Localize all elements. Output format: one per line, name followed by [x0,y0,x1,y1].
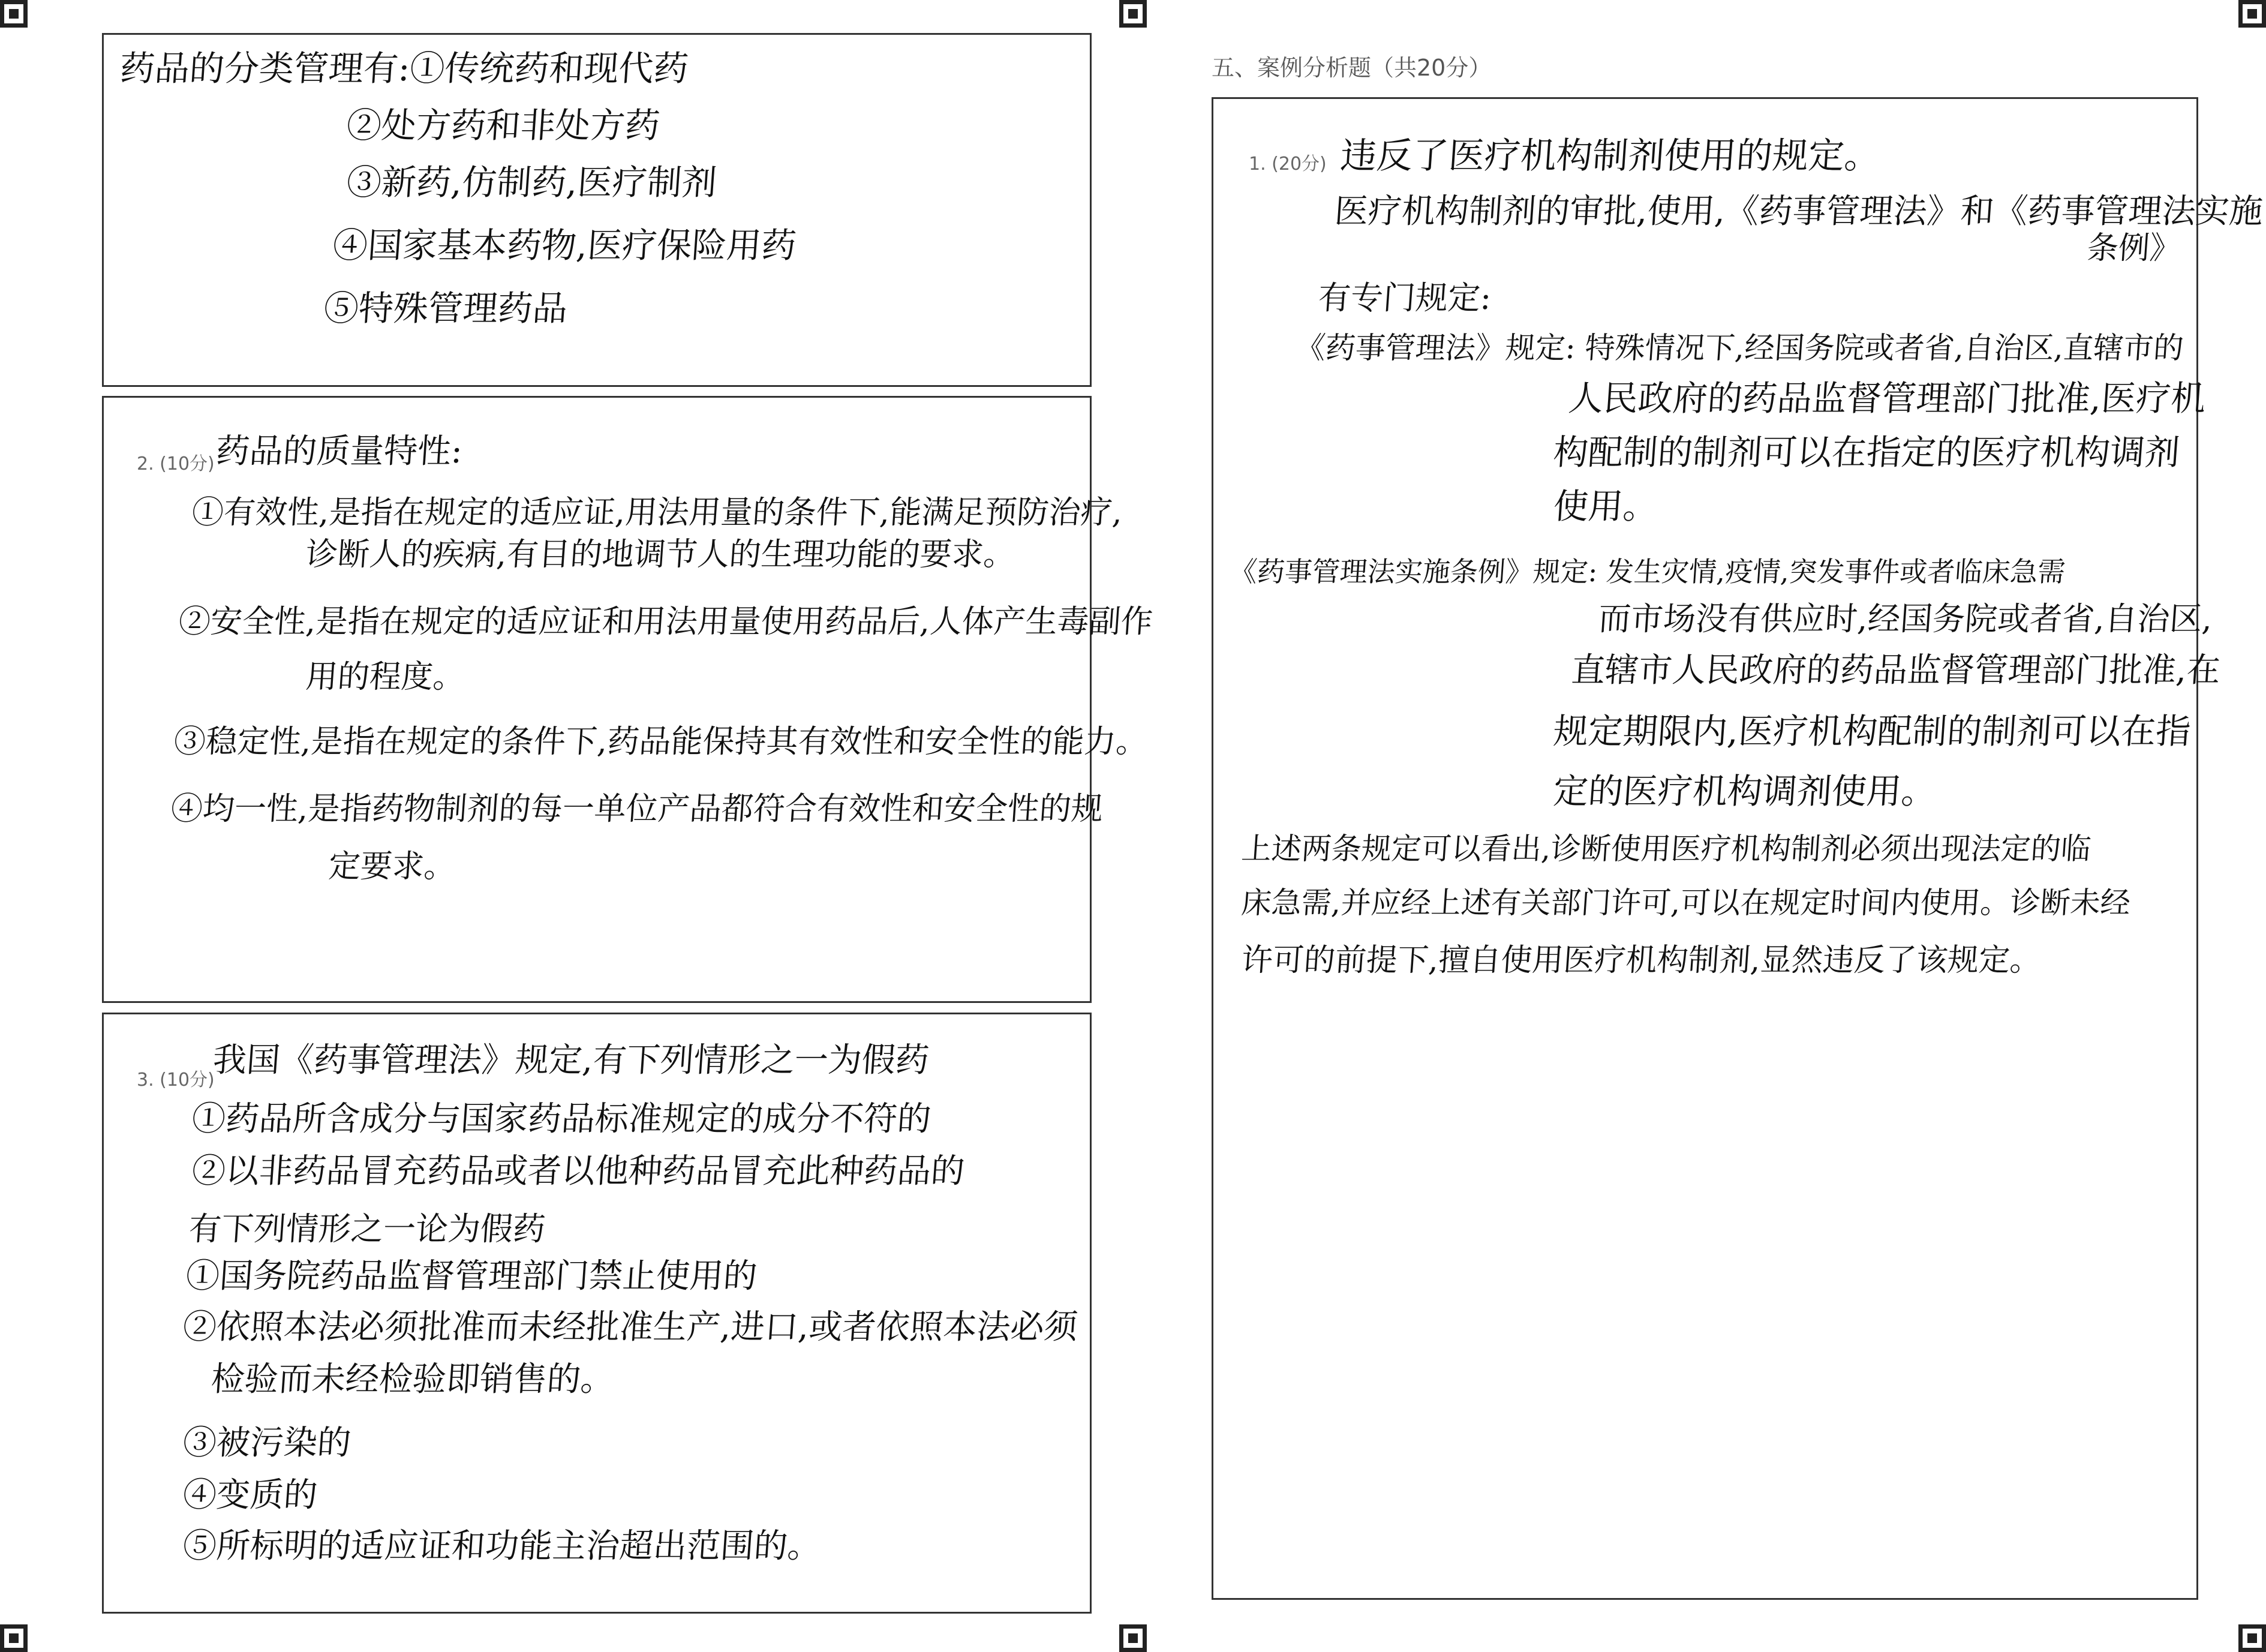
q3-answer-line: 有下列情形之一论为假药 [187,1210,547,1248]
q3-answer-line: ②以非药品冒充药品或者以他种药品冒充此种药品的 [190,1152,966,1191]
answer-box-2 [102,396,1092,1003]
case-answer-line: 医疗机构制剂的审批,使用,《药事管理法》和《药事管理法实施 [1333,192,2264,231]
q1-answer-line: ③新药,仿制药,医疗制剂 [345,162,719,203]
q1-answer-line: ②处方药和非处方药 [345,105,662,146]
q3-label: 3. (10分) [137,1070,215,1091]
registration-marker-top-middle [1119,0,1147,28]
q2-answer-line: 诊断人的疾病,有目的地调节人的生理功能的要求。 [304,536,1017,573]
case-answer-line: 上述两条规定可以看出,诊断使用医疗机构制剂必须出现法定的临 [1240,831,2092,866]
case-answer-line: 规定期限内,医疗机构配制的制剂可以在指 [1552,711,2192,752]
q3-answer-line: ③被污染的 [181,1423,353,1462]
q3-answer-line: ①药品所含成分与国家药品标准规定的成分不符的 [190,1100,933,1139]
q2-answer-line: 药品的质量特性: [214,432,464,471]
q2-answer-line: 用的程度。 [304,659,467,695]
case-answer-line: 构配制的制剂可以在指定的医疗机构调剂 [1552,432,2181,473]
q2-label: 2. (10分) [137,453,215,474]
case-answer-line: 使用。 [1552,486,1660,527]
registration-marker-top-right [2238,0,2266,28]
q2-answer-line: ①有效性,是指在规定的适应证,用法用量的条件下,能满足预防治疗, [190,494,1124,531]
registration-marker-bottom-middle [1119,1624,1147,1652]
registration-marker-bottom-right [2238,1624,2266,1652]
q2-answer-line: ③稳定性,是指在规定的条件下,药品能保持其有效性和安全性的能力。 [172,723,1149,760]
case-answer-line: 《药事管理法实施条例》规定: 发生灾情,疫情,突发事件或者临床急需 [1228,555,2067,588]
q3-answer-line: 我国《药事管理法》规定,有下列情形之一为假药 [211,1041,931,1080]
q3-answer-line: ①国务院药品监督管理部门禁止使用的 [184,1257,759,1296]
case-answer-line: 定的医疗机构调剂使用。 [1552,771,1938,812]
case-answer-line: 人民政府的药品监督管理部门批准,医疗机 [1567,378,2207,419]
q1-answer-line: 药品的分类管理有:①传统药和现代药 [118,48,690,89]
q2-answer-line: 定要求。 [327,848,458,885]
case-answer-line: 有专门规定: [1317,279,1493,317]
case-answer-line: 违反了医疗机构制剂使用的规定。 [1339,135,1882,177]
case-answer-line: 床急需,并应经上述有关部门许可,可以在规定时间内使用。诊断未经 [1240,885,2132,920]
case-answer-line: 《药事管理法》规定: 特殊情况下,经国务院或者省,自治区,直辖市的 [1294,331,2185,365]
q3-answer-line: ④变质的 [181,1476,319,1515]
q1-answer-line: ⑤特殊管理药品 [322,288,569,329]
case-label: 1. (20分) [1249,154,1327,175]
case-answer-line: 而市场没有供应时,经国务院或者省,自治区, [1597,600,2214,638]
q3-answer-line: ⑤所标明的适应证和功能主治超出范围的。 [181,1527,823,1566]
registration-marker-bottom-left [0,1624,28,1652]
case-answer-line: 条例》 [2085,230,2183,266]
registration-marker-top-left [0,0,28,28]
q3-answer-line: 检验而未经检验即销售的。 [209,1360,616,1399]
case-answer-line: 直辖市人民政府的药品监督管理部门批准,在 [1570,651,2222,690]
section-title: 五、案例分析题（共20分） [1212,55,1492,81]
q2-answer-line: ②安全性,是指在规定的适应证和用法用量使用药品后,人体产生毒副作 [177,603,1154,640]
q2-answer-line: ④均一性,是指药物制剂的每一单位产品都符合有效性和安全性的规 [169,791,1104,827]
case-answer-line: 许可的前提下,擅自使用医疗机构制剂,显然违反了该规定。 [1240,942,2043,978]
q3-answer-line: ②依照本法必须批准而未经批准生产,进口,或者依照本法必须 [181,1308,1079,1347]
q1-answer-line: ④国家基本药物,医疗保险用药 [331,225,798,266]
